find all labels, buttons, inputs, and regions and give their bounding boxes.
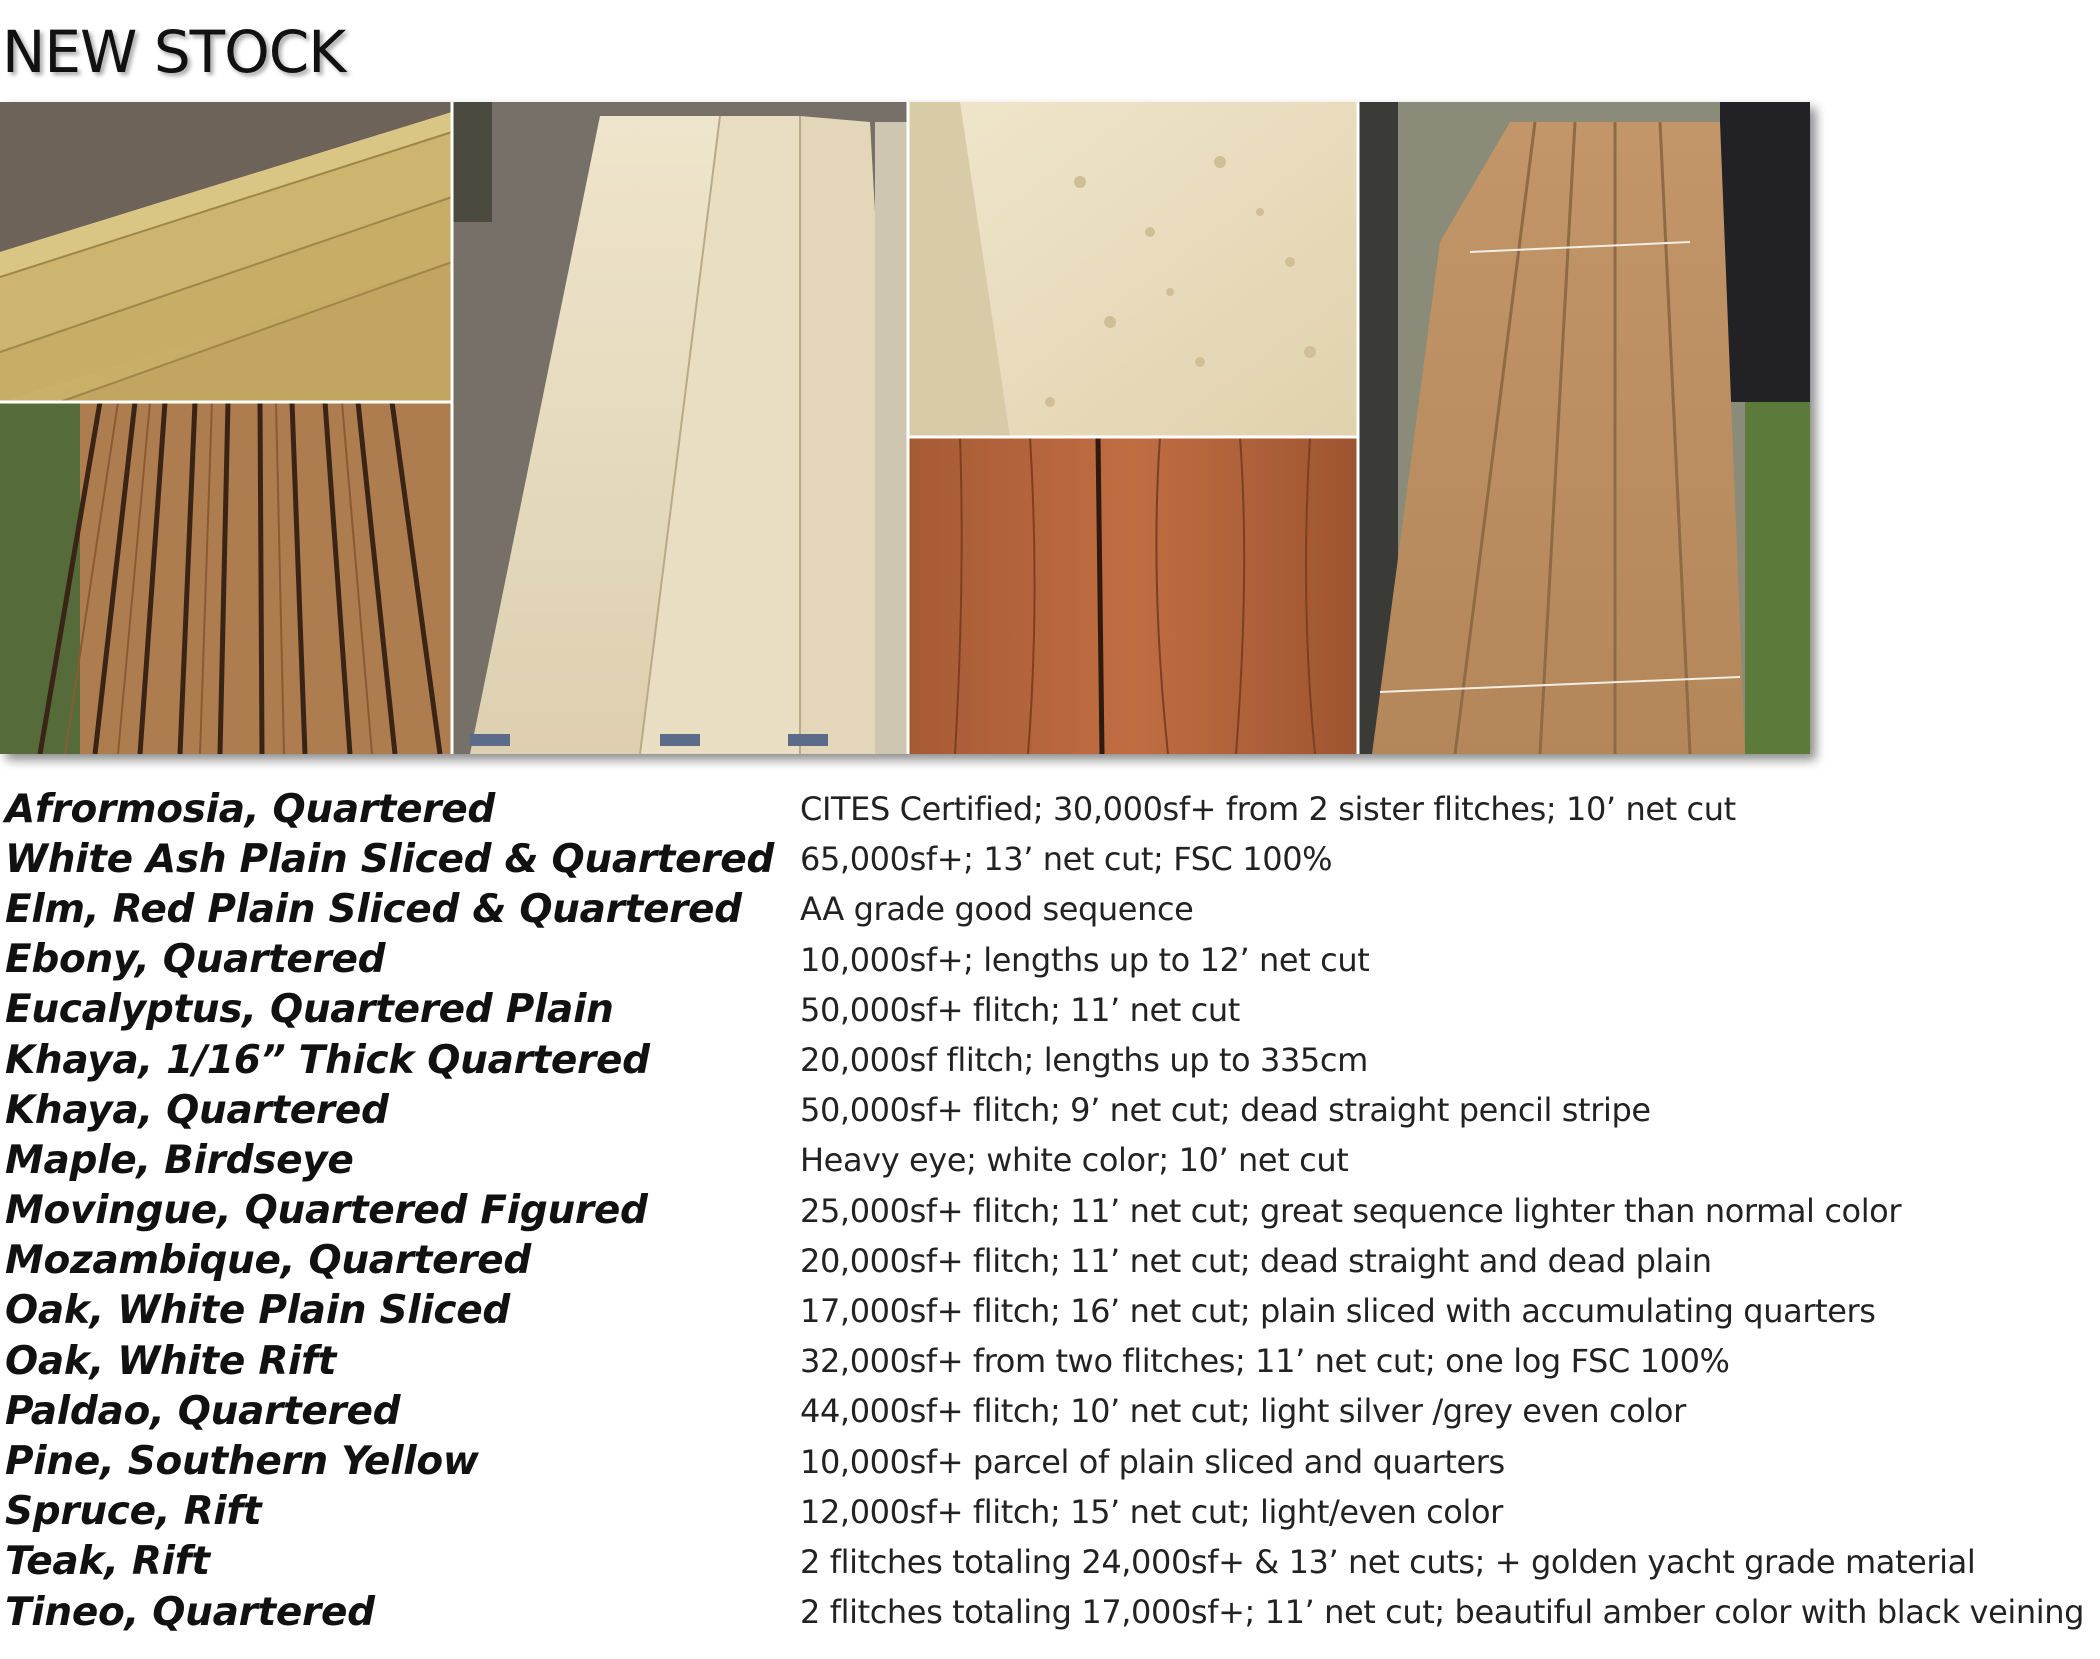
birdseye-maple-veneer-photo	[908, 102, 1358, 437]
striped-zebrawood-veneer-photo	[0, 402, 452, 754]
species-description: 20,000sf+ flitch; 11’ net cut; dead straight and dead plain	[800, 1241, 1712, 1280]
species-name: Movingue, Quartered Figured	[5, 1188, 648, 1234]
light-oak-veneer-photo	[0, 102, 452, 402]
page-title: NEW STOCK	[2, 18, 346, 86]
white-ash-veneer-photo	[452, 102, 908, 754]
species-row	[5, 1386, 2095, 1436]
species-description: 2 flitches totaling 24,000sf+ & 13’ net cuts; + golden yacht grade material	[800, 1542, 1976, 1581]
species-description: 17,000sf+ flitch; 16’ net cut; plain sliced with accumulating quarters	[800, 1291, 1876, 1330]
species-name: Teak, Rift	[5, 1539, 210, 1585]
species-row	[5, 985, 2095, 1035]
species-name: Tineo, Quartered	[5, 1589, 375, 1635]
species-description: 12,000sf+ flitch; 15’ net cut; light/even color	[800, 1492, 1503, 1531]
species-row	[5, 1436, 2095, 1486]
species-row	[5, 1487, 2095, 1537]
species-name: Khaya, Quartered	[5, 1087, 389, 1133]
species-description: CITES Certified; 30,000sf+ from 2 sister flitches; 10’ net cut	[800, 790, 1736, 829]
species-description: 32,000sf+ from two flitches; 11’ net cut; one log FSC 100%	[800, 1342, 1730, 1381]
species-name: White Ash Plain Sliced & Quartered	[5, 836, 774, 882]
species-description: 25,000sf+ flitch; 11’ net cut; great sequence lighter than normal color	[800, 1191, 1902, 1230]
species-row	[5, 1537, 2095, 1587]
species-row	[5, 1587, 2095, 1637]
red-figured-veneer-photo	[908, 437, 1358, 754]
species-row	[5, 935, 2095, 985]
species-row	[5, 1186, 2095, 1236]
species-description: 10,000sf+ parcel of plain sliced and quarters	[800, 1442, 1505, 1481]
species-row	[5, 834, 2095, 884]
veneer-photo-collage	[0, 102, 1810, 754]
species-row	[5, 1286, 2095, 1336]
species-name: Paldao, Quartered	[5, 1388, 401, 1434]
species-description: 50,000sf+ flitch; 9’ net cut; dead straight pencil stripe	[800, 1091, 1651, 1130]
species-row	[5, 1336, 2095, 1386]
species-row	[5, 784, 2095, 834]
species-description: AA grade good sequence	[800, 890, 1194, 929]
species-name: Elm, Red Plain Sliced & Quartered	[5, 886, 742, 932]
species-name: Pine, Southern Yellow	[5, 1439, 479, 1485]
species-name: Ebony, Quartered	[5, 937, 386, 983]
species-row	[5, 1085, 2095, 1135]
species-name: Khaya, 1/16” Thick Quartered	[5, 1037, 650, 1083]
species-name: Oak, White Plain Sliced	[5, 1288, 511, 1334]
species-name: Afrormosia, Quartered	[5, 786, 495, 832]
species-description: 2 flitches totaling 17,000sf+; 11’ net cut; beautiful amber color with black veining	[800, 1593, 2085, 1632]
species-description: 44,000sf+ flitch; 10’ net cut; light silver /grey even color	[800, 1392, 1686, 1431]
species-description: 20,000sf flitch; lengths up to 335cm	[800, 1041, 1368, 1080]
species-row	[5, 1035, 2095, 1085]
species-description: Heavy eye; white color; 10’ net cut	[800, 1141, 1349, 1180]
species-name: Maple, Birdseye	[5, 1137, 354, 1183]
species-name: Eucalyptus, Quartered Plain	[5, 987, 614, 1033]
species-name: Oak, White Rift	[5, 1338, 337, 1384]
species-name: Spruce, Rift	[5, 1489, 262, 1535]
species-description: 65,000sf+; 13’ net cut; FSC 100%	[800, 840, 1333, 879]
species-name: Mozambique, Quartered	[5, 1238, 531, 1284]
species-row	[5, 1236, 2095, 1286]
species-description: 50,000sf+ flitch; 11’ net cut	[800, 990, 1240, 1029]
species-row	[5, 884, 2095, 934]
teak-veneer-photo	[1358, 102, 1810, 754]
species-list	[5, 784, 2095, 1637]
species-row	[5, 1135, 2095, 1185]
species-description: 10,000sf+; lengths up to 12’ net cut	[800, 940, 1370, 979]
